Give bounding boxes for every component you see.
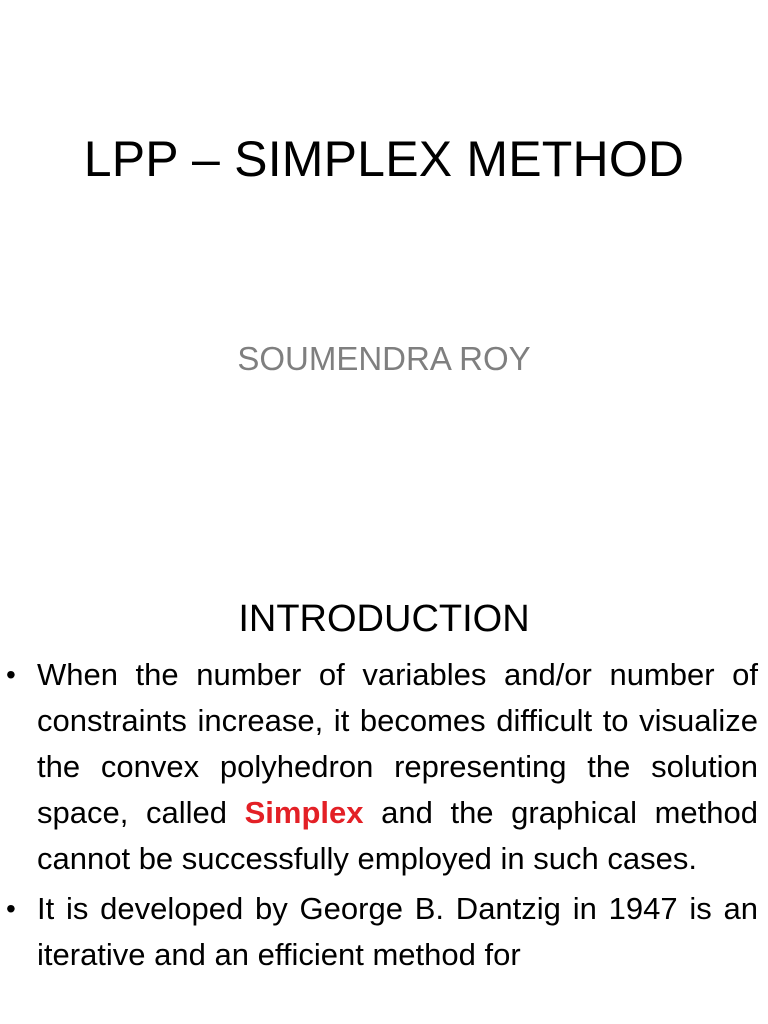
- bullet-item: [0, 886, 768, 978]
- bullet-item: [0, 652, 768, 882]
- introduction-slide: [0, 512, 768, 1024]
- bullet-icon: •: [6, 659, 16, 690]
- simplex-highlight: Simplex: [244, 795, 364, 830]
- bullet-text-part: When the number of variables and/or number of constraints increase, it becomes difficult to visualize the convex polyhedron representing the solution space, called: [37, 657, 758, 830]
- bullet-icon: •: [6, 893, 16, 924]
- introduction-heading: INTRODUCTION: [238, 598, 530, 640]
- bullet-text-part: and the graphical method cannot be successfully employed in such cases.: [37, 795, 759, 876]
- author-name: SOUMENDRA ROY: [237, 340, 531, 377]
- bullet-list: [0, 652, 768, 982]
- bullet-text: It is developed by George B. Dantzig in 1947 is an iterative and an efficient method for: [37, 891, 758, 972]
- slide-title: LPP – SIMPLEX METHOD: [83, 131, 685, 187]
